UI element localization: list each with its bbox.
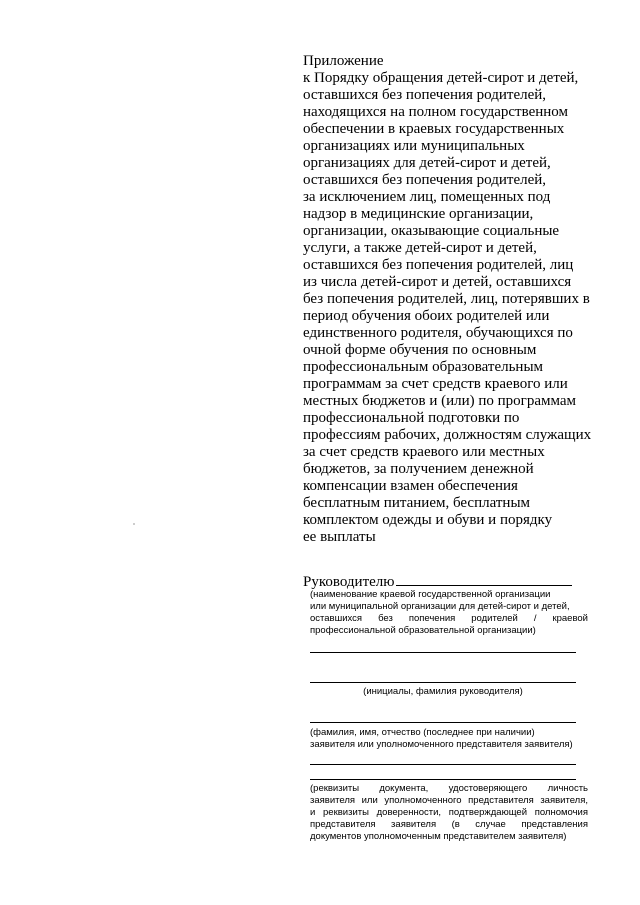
note-line: профессиональной образовательной организации) — [310, 625, 536, 636]
annex-line: организациях для детей-сирот и детей, — [303, 155, 551, 171]
note-line: или муниципальной организации для детей-сирот и детей, — [310, 601, 570, 612]
annex-line: очной форме обучения по основным — [303, 342, 537, 358]
annex-line: местных бюджетов и (или) по программам — [303, 393, 577, 409]
addressee-blank-line[interactable] — [396, 572, 572, 586]
annex-line: услуги, а также детей-сирот и детей, — [303, 240, 537, 256]
annex-line: за счет средств краевого или местных — [303, 444, 545, 460]
document-details-blank-line[interactable] — [310, 764, 576, 765]
annex-line: за исключением лиц, помещенных под — [303, 189, 551, 205]
annex-line: программам за счет средств краевого или — [303, 376, 568, 392]
note-line: (наименование краевой государственной организации — [310, 589, 551, 600]
note-line: (фамилия, имя, отчество (последнее при наличии) — [310, 727, 535, 738]
annex-line: обеспечении в краевых государственных — [303, 121, 565, 137]
annex-line: оставшихся без попечения родителей, — [303, 87, 547, 103]
document-details-blank-line[interactable] — [310, 779, 576, 780]
annex-description — [303, 70, 591, 546]
note-line: заявителя или уполномоченного представителя заявителя) — [310, 739, 573, 750]
note-line: представителя заявителя (в случае представления — [310, 819, 588, 830]
organization-blank-line[interactable] — [310, 652, 576, 653]
annex-line: ее выплаты — [303, 529, 376, 545]
annex-line: организации, оказывающие социальные — [303, 223, 560, 239]
annex-line: оставшихся без попечения родителей, — [303, 172, 547, 188]
annex-title: Приложение — [303, 53, 384, 69]
scan-speck — [133, 523, 135, 525]
annex-line: бюджетов, за получением денежной — [303, 461, 534, 477]
annex-line: период обучения обоих родителей или — [303, 308, 550, 324]
annex-line: надзор в медицинские организации, — [303, 206, 534, 222]
annex-line: к Порядку обращения детей-сирот и детей, — [303, 70, 579, 86]
addressee-label: Руководителю — [303, 574, 395, 590]
note-line: заявителя или уполномоченного представителя заявителя, — [310, 795, 588, 806]
document-note — [310, 783, 588, 843]
note-line: (реквизиты документа, удостоверяющего личность — [310, 783, 588, 794]
annex-line: компенсации взамен обеспечения — [303, 478, 518, 494]
note-line: и реквизиты доверенности, подтверждающей полномочия — [310, 807, 588, 818]
applicant-name-blank-line[interactable] — [310, 722, 576, 723]
annex-line: профессиональным образовательным — [303, 359, 544, 375]
organization-note — [310, 589, 588, 637]
annex-line: организациях или муниципальных — [303, 138, 525, 154]
note-line: оставшихся без попечения родителей / краевой — [310, 613, 588, 624]
annex-line: находящихся на полном государственном — [303, 104, 568, 120]
annex-line: бесплатным питанием, бесплатным — [303, 495, 531, 511]
annex-line: единственного родителя, обучающихся по — [303, 325, 573, 341]
annex-line: комплектом одежды и обуви и порядку — [303, 512, 553, 528]
annex-line: без попечения родителей, лиц, потерявших в — [303, 291, 590, 307]
applicant-note — [310, 727, 588, 751]
note-line: документов уполномоченным представителем заявителя) — [310, 831, 567, 842]
annex-line: профессиям рабочих, должностям служащих — [303, 427, 592, 443]
annex-line: профессиональной подготовки по — [303, 410, 520, 426]
head-note: (инициалы, фамилия руководителя) — [363, 686, 523, 697]
annex-line: из числа детей-сирот и детей, оставшихся — [303, 274, 572, 290]
annex-line: оставшихся без попечения родителей, лиц — [303, 257, 574, 273]
head-name-blank-line[interactable] — [310, 682, 576, 683]
